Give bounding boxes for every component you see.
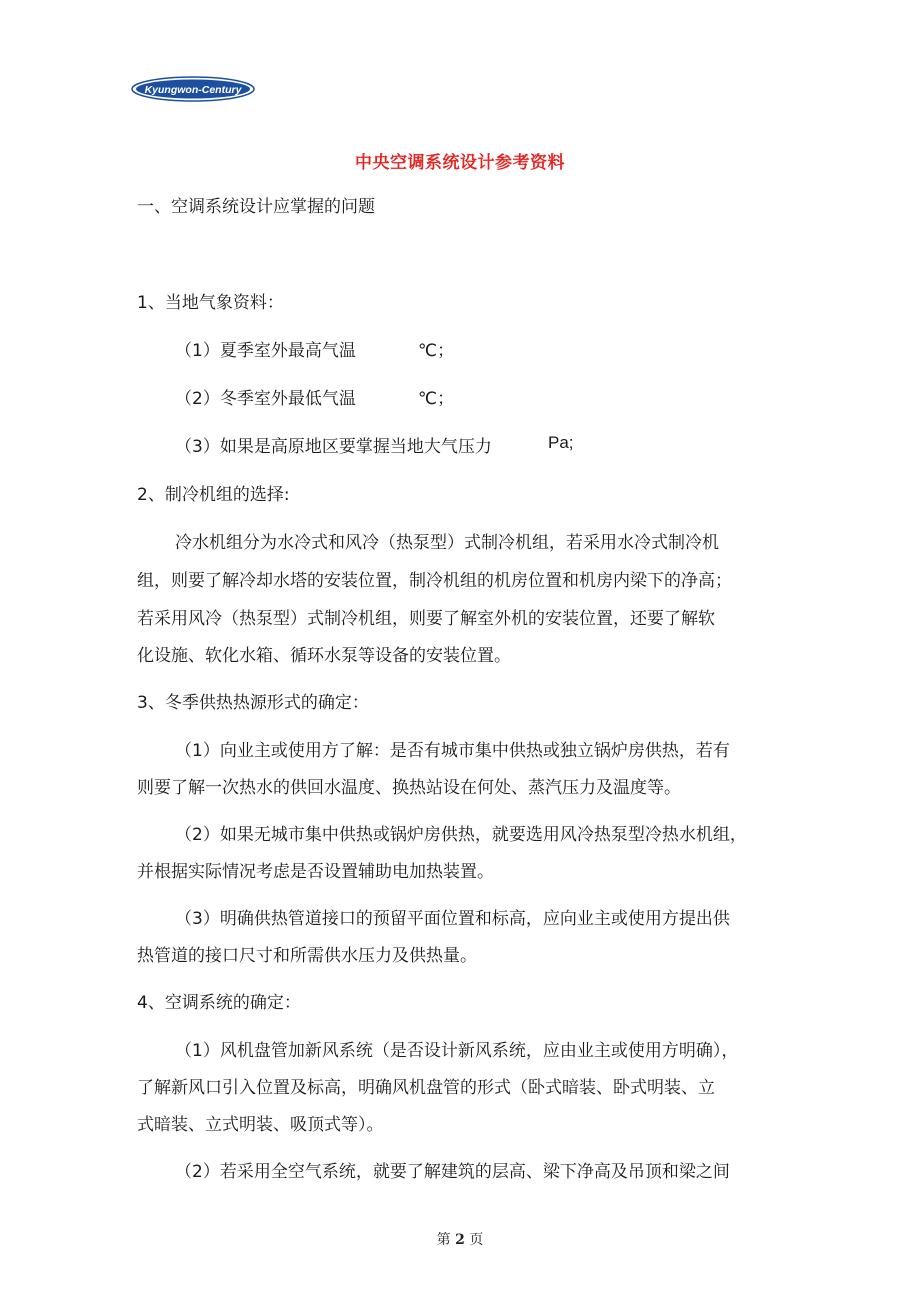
page-footer [0,1229,920,1249]
paragraph-line: 则要了解一次热水的供回水温度、换热站设在何处、蒸汽压力及温度等。 [137,778,681,798]
paragraph-line: 冷水机组分为水冷式和风冷（热泵型）式制冷机组，若采用水冷式制冷机 [175,533,719,553]
paragraph-line: 化设施、软化水箱、循环水泵等设备的安装位置。 [137,646,511,666]
paragraph-line: （2）若采用全空气系统，就要了解建筑的层高、梁下净高及吊顶和梁之间 [175,1162,730,1182]
paragraph-line: （3）明确供热管道接口的预留平面位置和标高，应向业主或使用方提出供 [175,909,730,929]
subsection-heading: 1、当地气象资料： [137,293,284,313]
list-item: （1）夏季室外最高气温 [175,341,356,361]
unit-label: Pa; [548,433,574,452]
unit-label: ℃； [418,341,455,361]
unit-label: ℃； [418,389,455,409]
paragraph-line: 若采用风冷（热泵型）式制冷机组，则要了解室外机的安装位置，还要了解软 [137,609,715,629]
page-suffix: 页 [469,1232,484,1248]
paragraph-line: （2）如果无城市集中供热或锅炉房供热，就要选用风冷热泵型冷热水机组， [175,825,747,845]
subsection-heading: 4、空调系统的确定： [137,993,301,1013]
document-title: 中央空调系统设计参考资料 [355,153,565,173]
paragraph-line: 了解新风口引入位置及标高，明确风机盘管的形式（卧式暗装、卧式明装、立 [137,1078,715,1098]
paragraph-line: 组，则要了解冷却水塔的安装位置，制冷机组的机房位置和机房内梁下的净高； [137,571,732,591]
company-logo [131,76,255,102]
paragraph-line: （1）风机盘管加新风系统（是否设计新风系统，应由业主或使用方明确）， [175,1041,739,1061]
list-item: （2）冬季室外最低气温 [175,389,356,409]
paragraph-line: 式暗装、立式明装、吸顶式等）。 [137,1115,384,1135]
paragraph-line: （1）向业主或使用方了解：是否有城市集中供热或独立锅炉房供热，若有 [175,741,730,761]
logo-text: Kyungwon-Century [144,84,242,96]
page-prefix: 第 [436,1232,451,1248]
subsection-heading: 3、冬季供热热源形式的确定： [137,693,369,713]
subsection-heading: 2、制冷机组的选择: [137,485,290,505]
section-heading: 一、空调系统设计应掌握的问题 [137,197,375,217]
paragraph-line: 热管道的接口尺寸和所需供水压力及供热量。 [137,946,477,966]
page-number: 2 [455,1232,465,1248]
list-item: （3）如果是高原地区要掌握当地大气压力 [175,437,492,457]
paragraph-line: 并根据实际情况考虑是否设置辅助电加热装置。 [137,862,494,882]
